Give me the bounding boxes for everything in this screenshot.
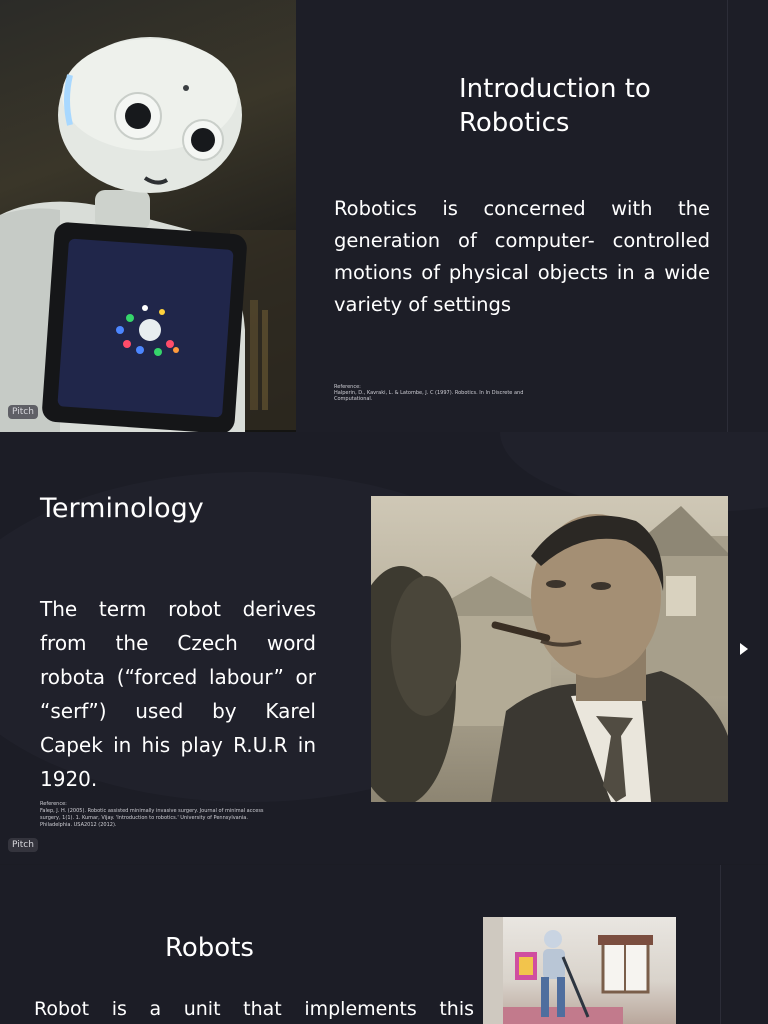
reference-block xyxy=(334,384,534,402)
pitch-badge[interactable]: Pitch xyxy=(8,838,38,852)
karel-capek-photo xyxy=(371,496,728,802)
pitch-badge[interactable]: Pitch xyxy=(8,405,38,419)
reference-text: Falep, J. H. (2005). Robotic assisted minimally invasive surgery. Journal of minimal access surgery, 1(1). 1. Kumar, Vijay. 'Introduction to robotics.' University of Pennsylvania. Philadelphia. USA2012 (2012). xyxy=(40,808,264,828)
reference-text: Halperin, D., Kavraki, L. & Latombe, J. C (1997). Robotics. In In Discrete and Computational. xyxy=(334,390,524,402)
slide-intro xyxy=(0,0,768,432)
reference-label: Reference: xyxy=(40,801,67,807)
pepper-robot-illustration xyxy=(0,0,296,432)
slide-divider xyxy=(720,865,721,1024)
slide-divider xyxy=(727,0,728,432)
reference-block xyxy=(40,801,276,829)
portrait-illustration xyxy=(371,496,728,802)
next-slide-arrow-icon[interactable] xyxy=(739,642,749,656)
robot-illustration xyxy=(483,917,676,1024)
robot-vacuum-photo xyxy=(483,917,676,1024)
slide-title: Robots xyxy=(165,933,254,963)
slide-body-text: Robotics is concerned with the generation of computer- controlled motions of physical objects in a wide variety of settings xyxy=(334,197,710,316)
slide-title: Terminology xyxy=(40,493,204,524)
pepper-robot-photo xyxy=(0,0,296,432)
slide-body-text: The term robot derives from the Czech word robota (“forced labour” or “serf”) used by Karel Capek in his play R.U.R in 1920. xyxy=(40,597,316,791)
slide-title: Introduction to Robotics xyxy=(459,74,651,138)
reference-label: Reference: xyxy=(334,384,361,390)
slide-body-text: Robot is a unit that implements this xyxy=(34,998,474,1020)
